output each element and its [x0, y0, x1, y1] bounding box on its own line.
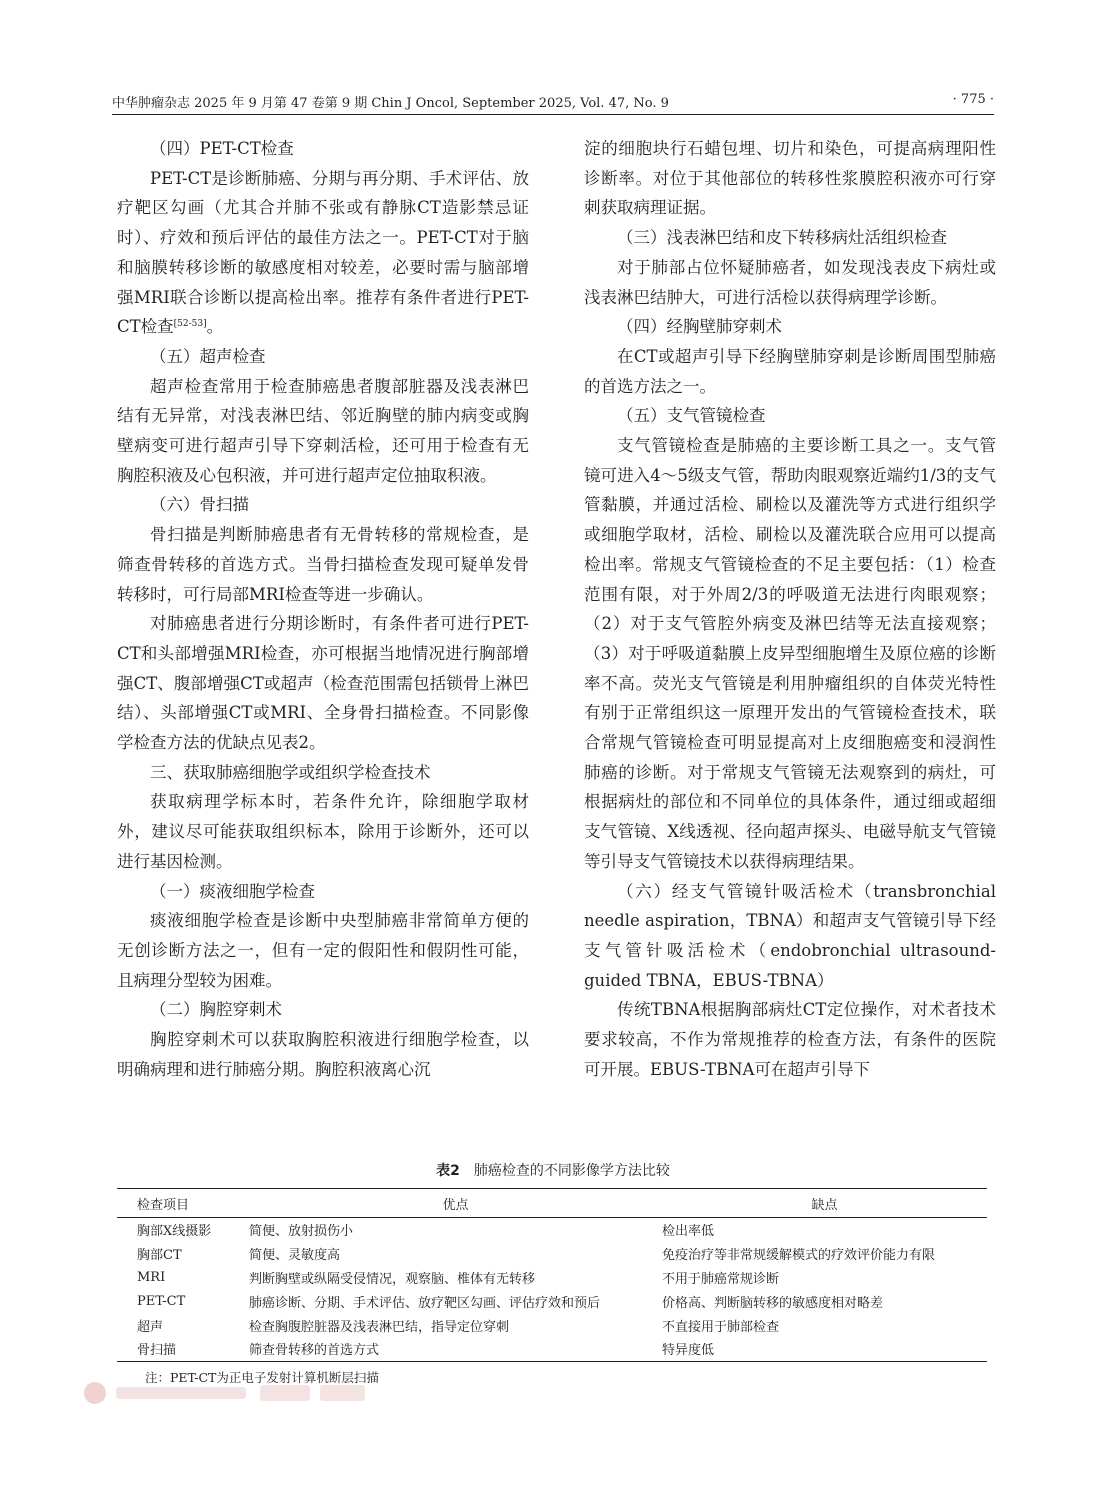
table-cell: 检出率低: [662, 1224, 715, 1240]
paragraph: 痰液细胞学检查是诊断中央型肺癌非常简单方便的无创诊断方法之一，但有一定的假阳性和假阴性可能，且病理分型较为困难。: [117, 911, 529, 990]
publisher-logo-icon: [80, 1378, 380, 1408]
table-title: 肺癌检查的不同影像学方法比较: [473, 1163, 670, 1179]
section-heading: （五）超声检查: [150, 346, 266, 366]
header-cell: 优点: [249, 1189, 662, 1218]
table-cell: 肺癌诊断、分期、手术评估、放疗靶区勾画、评估疗效和预后: [249, 1295, 601, 1311]
table-cell: 超声: [137, 1319, 164, 1335]
section-heading: （二）胸腔穿刺术: [150, 1000, 282, 1020]
left-column: [117, 134, 529, 1085]
table-cell: 筛查骨转移的首选方式: [249, 1337, 662, 1361]
section-heading: （六）骨扫描: [150, 495, 249, 515]
running-header: [112, 88, 994, 115]
table-caption: [0, 1160, 1106, 1180]
section-heading: （六）经支气管镜针吸活检术（transbronchial needle aspiration，TBNA）和超声支气管镜引导下经支气管针吸活检术（endobronchial ultrasound-guided TBNA，EBUS-TBNA）: [584, 881, 996, 990]
table-row: [117, 1289, 987, 1313]
paragraph: 对肺癌患者进行分期诊断时，有条件者可进行PET-CT和头部增强MRI检查，亦可根据当地情况进行胸部增强CT、腹部增强CT或超声（检查范围需包括锁骨上淋巴结）、头部增强CT或MRI、全身骨扫描检查。不同影像学检查方法的优缺点见表2。: [117, 614, 529, 753]
paragraph: 获取病理学标本时，若条件允许，除细胞学取材外，建议尽可能获取组织标本，除用于诊断外，还可以进行基因检测。: [117, 792, 529, 871]
table-cell: PET-CT: [137, 1293, 186, 1309]
section-heading: （五）支气管镜检查: [617, 406, 766, 426]
paragraph: 骨扫描是判断肺癌患者有无骨转移的常规检查，是筛查骨转移的首选方式。当骨扫描检查发现可疑单发骨转移时，可行局部MRI检查等进一步确认。: [117, 525, 529, 604]
header-cell: 缺点: [662, 1189, 987, 1218]
section-heading: （四）经胸壁肺穿刺术: [617, 317, 782, 337]
table-note: 注：PET-CT为正电子发射计算机断层扫描: [145, 1370, 379, 1385]
citation-ref[interactable]: [52-53]: [173, 319, 207, 330]
right-column: [584, 134, 996, 1085]
imaging-comparison-table: [117, 1188, 987, 1362]
table-cell: 胸部CT: [137, 1248, 182, 1264]
section-heading: （四）PET-CT检查: [150, 139, 294, 158]
section-heading: （一）痰液细胞学检查: [150, 881, 315, 901]
table-cell: 特异度低: [662, 1337, 987, 1361]
table-row: [117, 1218, 987, 1242]
table-cell: MRI: [137, 1269, 166, 1285]
paragraph: 在CT或超声引导下经胸壁肺穿刺是诊断周围型肺癌的首选方法之一。: [584, 346, 996, 396]
header-cell: 检查项目: [117, 1189, 249, 1218]
table-row: [117, 1337, 987, 1361]
journal-citation: 中华肿瘤杂志 2025 年 9 月第 47 卷第 9 期 Chin J Oncol, September 2025, Vol. 47, No. 9: [112, 96, 669, 111]
table-row: [117, 1242, 987, 1266]
table-cell: 骨扫描: [117, 1337, 249, 1361]
table-cell: 判断胸壁或纵隔受侵情况，观察脑、椎体有无转移: [249, 1271, 536, 1287]
section-heading: 三、获取肺癌细胞学或组织学检查技术: [150, 762, 431, 782]
table-cell: 检查胸腹腔脏器及浅表淋巴结，指导定位穿刺: [249, 1319, 510, 1335]
table-cell: 价格高、判断脑转移的敏感度相对略差: [662, 1295, 884, 1311]
paragraph: 传统TBNA根据胸部病灶CT定位操作，对术者技术要求较高，不作为常规推荐的检查方法，有条件的医院可开展。EBUS-TBNA可在超声引导下: [584, 1000, 996, 1079]
table-cell: 不直接用于肺部检查: [662, 1319, 780, 1335]
table-header-row: [117, 1189, 987, 1218]
paragraph: 胸腔穿刺术可以获取胸腔积液进行细胞学检查，以明确病理和进行肺癌分期。胸腔积液离心沉: [117, 1030, 529, 1079]
table-row: [117, 1266, 987, 1290]
table-cell: 胸部X线摄影: [137, 1224, 212, 1240]
table-cell: 简便、灵敏度高: [249, 1248, 341, 1264]
table-label: 表2: [436, 1163, 460, 1179]
table-cell: 不用于肺癌常规诊断: [662, 1271, 780, 1287]
paragraph: PET-CT是诊断肺癌、分期与再分期、手术评估、放疗靶区勾画（尤其合并肺不张或有静脉CT造影禁忌证时）、疗效和预后评估的最佳方法之一。PET-CT对于脑和脑膜转移诊断的敏感度相对较差，必要时需与脑部增强MRI联合诊断以提高检出率。推荐有条件者进行PET-CT检查[52-53]。: [117, 168, 529, 337]
table-cell: 免疫治疗等非常规缓解模式的疗效评价能力有限: [662, 1248, 936, 1264]
table-cell: 简便、放射损伤小: [249, 1224, 354, 1240]
paragraph: 支气管镜检查是肺癌的主要诊断工具之一。支气管镜可进入4～5级支气管，帮助肉眼观察近端约1/3的支气管黏膜，并通过活检、刷检以及灌洗等方式进行组织学或细胞学取材，活检、刷检以及灌洗联合应用可以提高检出率。常规支气管镜检查的不足主要包括：（1）检查范围有限，对于外周2/3的呼吸道无法进行肉眼观察；（2）对于支气管腔外病变及淋巴结等无法直接观察；（3）对于呼吸道黏膜上皮异型细胞增生及原位癌的诊断率不高。荧光支气管镜是利用肿瘤组织的自体荧光特性有别于正常组织这一原理开发出的气管镜检查技术，联合常规气管镜检查可明显提高对上皮细胞癌变和浸润性肺癌的诊断。对于常规支气管镜无法观察到的病灶，可根据病灶的部位和不同单位的具体条件，通过细或超细支气管镜、X线透视、径向超声探头、电磁导航支气管镜等引导支气管镜技术以获得病理结果。: [584, 436, 996, 871]
paragraph: 淀的细胞块行石蜡包埋、切片和染色，可提高病理阳性诊断率。对位于其他部位的转移性浆膜腔积液亦可行穿刺获取病理证据。: [584, 139, 996, 218]
paragraph: 对于肺部占位怀疑肺癌者，如发现浅表皮下病灶或浅表淋巴结肿大，可进行活检以获得病理学诊断。: [584, 257, 996, 307]
section-heading: （三）浅表淋巴结和皮下转移病灶活组织检查: [617, 228, 947, 248]
paragraph: 超声检查常用于检查肺癌患者腹部脏器及浅表淋巴结有无异常，对浅表淋巴结、邻近胸壁的肺内病变或胸壁病变可进行超声引导下穿刺活检，还可用于检查有无胸腔积液及心包积液，并可进行超声定位抽取积液。: [117, 376, 529, 485]
page-number: · 775 ·: [952, 92, 994, 107]
table-row: [117, 1313, 987, 1337]
